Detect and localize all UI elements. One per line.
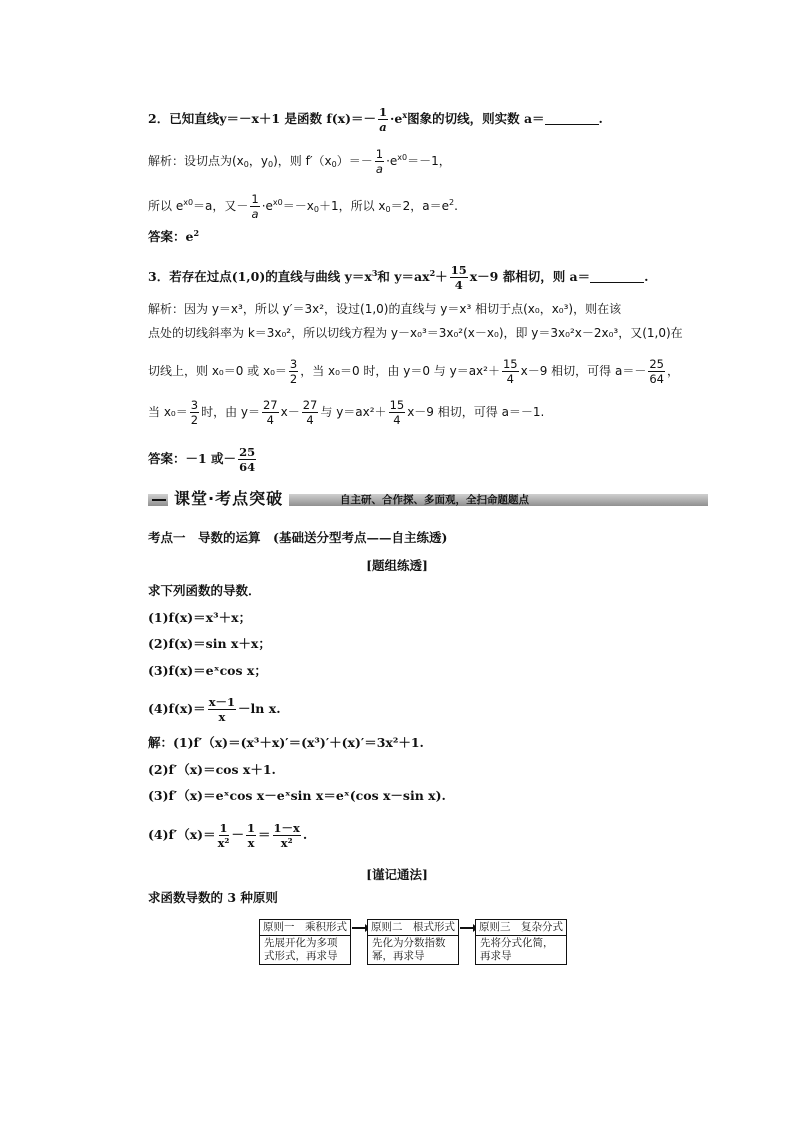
frac-num: x－1: [208, 695, 236, 709]
fraction: [273, 822, 301, 849]
frac-den: 4: [393, 413, 401, 427]
q2-text-d: 图象的切线，则实数 a＝: [407, 111, 545, 126]
frac-num: 3: [190, 398, 199, 412]
text: 切线上，则 x₀＝0 或 x₀＝: [148, 364, 287, 378]
text: )，则 f′（x: [273, 154, 332, 168]
fraction: [375, 148, 384, 175]
sup: x0: [183, 198, 194, 207]
text: －: [231, 827, 244, 842]
frac-num: 1: [251, 192, 259, 206]
frac-num: 1－x: [273, 821, 300, 835]
principle-body: 先展开化为多项式形式，再求导: [264, 937, 338, 962]
frac-num: 25: [649, 357, 664, 371]
text: x－: [280, 405, 300, 419]
principle-head: 原则一 乘积形式: [260, 920, 350, 936]
text: ＝－x: [282, 199, 314, 213]
sup: 2: [429, 268, 436, 278]
text: .: [454, 199, 458, 213]
text: (4)f(x)＝: [148, 701, 206, 716]
text: 与 y＝ax²＋: [320, 405, 387, 419]
text: ＝: [258, 827, 271, 842]
item-3: (3)f(x)＝eˣcos x；: [148, 663, 267, 678]
solution-3: (3)f′（x)＝eˣcos x－eˣsin x＝eˣ(cos x－sin x).: [148, 788, 446, 803]
principle-head: 原则二 根式形式: [368, 920, 458, 936]
fraction: [450, 264, 468, 291]
fraction: [648, 358, 665, 385]
banner-title: 课堂·考点突破: [168, 489, 289, 509]
text: ·e: [386, 154, 398, 168]
q3-answer: [148, 446, 258, 473]
frac-num: 15: [389, 398, 405, 412]
frac-num: 1: [378, 105, 387, 119]
frac-num: 3: [289, 357, 298, 371]
fraction: [262, 399, 279, 426]
sub: 0: [268, 160, 274, 169]
frac-den: 2: [190, 413, 199, 427]
answer-blank: [545, 112, 599, 125]
frac-num: 27: [262, 398, 278, 412]
frac-num: 1: [375, 147, 384, 161]
text: 3．若存在过点(1,0)的直线与曲线 y＝x: [148, 269, 372, 284]
text: ，: [666, 364, 679, 378]
q3-solution-line-2: 点处的切线斜率为 k＝3x₀²，所以切线方程为 y－x₀³＝3x₀²(x－x₀)，即 y＝3x₀²x－2x₀³，又(1,0)在: [148, 326, 683, 340]
frac-den: a: [379, 120, 387, 134]
text: 当 x₀＝: [148, 405, 188, 419]
fraction: [190, 399, 199, 426]
frac-den: 4: [454, 278, 463, 292]
sup: 3: [371, 268, 378, 278]
frac-num: 1: [219, 821, 228, 835]
sub: 0: [331, 160, 337, 169]
frac-num: 15: [502, 357, 518, 371]
q2-end: .: [598, 111, 603, 126]
frac-den: 2: [289, 372, 298, 386]
topic-subtitle: (基础送分型考点——自主练透): [273, 530, 448, 545]
text: ，当 x₀＝0 时，由 y＝0 与 y＝ax²＋: [300, 364, 500, 378]
principle-body: 先化为分数指数幂，再求导: [372, 937, 446, 962]
text: ＋1，所以 x: [318, 199, 386, 213]
item-1: (1)f(x)＝x³＋x；: [148, 610, 252, 625]
fraction: [238, 446, 256, 473]
text: 和 y＝ax: [377, 269, 430, 284]
principles-flow: [259, 919, 565, 965]
text: ＝－1，: [407, 154, 451, 168]
text: (4)f′（x)＝: [148, 827, 216, 842]
solution-1: 解：(1)f′（x)＝(x³＋x)′＝(x³)′＋(x)′＝3x²＋1.: [148, 735, 424, 750]
text: x－9 都相切，则 a＝: [469, 269, 591, 284]
fraction: [208, 696, 236, 723]
text: ＝2，a＝e: [390, 199, 449, 213]
frac-den: 64: [239, 460, 256, 474]
principle-box-2: [367, 919, 459, 965]
q2-sup: x: [402, 110, 408, 120]
principle-box-3: [475, 919, 567, 965]
banner-subtitle: 自主研、合作探、多面观，全扫命题题点: [340, 494, 529, 506]
frac-den: a: [375, 162, 383, 176]
frac-den: 4: [306, 413, 314, 427]
fraction: [502, 358, 519, 385]
text: .: [644, 269, 649, 284]
q2-solution-line-2: [148, 193, 458, 220]
text: －ln x.: [238, 701, 281, 716]
question-3: [148, 264, 649, 291]
sup: x0: [272, 198, 283, 207]
frac-den: x²: [217, 836, 230, 850]
frac-den: a: [251, 207, 259, 221]
q2-text-a: 2．已知直线: [148, 111, 220, 126]
frac-num: 25: [239, 445, 256, 459]
frac-num: 27: [302, 398, 318, 412]
q2-solution-line-1: [148, 148, 451, 175]
principle-body: 先将分式化简，再求导: [480, 937, 554, 962]
frac-num: 15: [450, 263, 467, 277]
sup: 2: [448, 198, 455, 207]
frac-den: 4: [506, 372, 514, 386]
sup: x0: [397, 153, 408, 162]
frac-den: 64: [649, 372, 664, 386]
banner-decoration: [152, 499, 166, 501]
q2-text-b: y＝－x＋1 是函数 f(x)＝－: [219, 111, 376, 126]
frac-den: x²: [280, 836, 293, 850]
text: 时，由 y＝: [201, 405, 260, 419]
fraction: [302, 399, 319, 426]
sup: 2: [193, 228, 200, 238]
q2-text-c: ·e: [390, 111, 403, 126]
fraction: [378, 106, 388, 133]
text: ＋: [435, 269, 448, 284]
text: 答案：e: [148, 229, 194, 244]
task-text: 求下列函数的导数．: [148, 583, 261, 598]
question-2: [148, 106, 603, 133]
section-banner: [148, 489, 708, 509]
fraction: [218, 822, 230, 849]
arrow-right-icon: [352, 927, 366, 929]
item-4: [148, 696, 281, 723]
principle-box-1: [259, 919, 351, 965]
arrow-right-icon: [460, 927, 474, 929]
topic-heading: [148, 530, 447, 546]
solution-4: [148, 822, 307, 849]
principles-title: 求函数导数的 3 种原则: [148, 890, 278, 905]
text: .: [302, 827, 308, 842]
text: ＝a，又－: [193, 199, 249, 213]
tag-practice: [题组练透]: [366, 558, 428, 573]
text: ）＝－: [336, 154, 373, 168]
q2-answer: [148, 229, 199, 245]
answer-blank: [590, 270, 644, 283]
frac-den: 4: [266, 413, 274, 427]
frac-num: 1: [247, 821, 256, 835]
item-2: (2)f(x)＝sin x＋x；: [148, 636, 271, 651]
text: 解析：设切点为(x: [148, 154, 244, 168]
tag-method: [谨记通法]: [366, 867, 428, 882]
fraction: [246, 822, 256, 849]
q3-solution-line-4: [148, 399, 544, 426]
fraction: [389, 399, 406, 426]
text: x－9 相切，可得 a＝－: [520, 364, 647, 378]
fraction: [250, 193, 259, 220]
solution-2: (2)f′（x)＝cos x＋1.: [148, 762, 276, 777]
frac-den: x: [218, 710, 226, 724]
sub: 0: [243, 160, 249, 169]
text: 答案：－1 或－: [148, 451, 237, 466]
frac-den: x: [247, 836, 255, 850]
q3-solution-line-3: [148, 358, 679, 385]
sub: 0: [313, 205, 319, 214]
text: 所以 e: [148, 199, 184, 213]
text: ·e: [261, 199, 273, 213]
text: x－9 相切，可得 a＝－1.: [407, 405, 545, 419]
principle-head: 原则三 复杂分式: [476, 920, 566, 936]
topic-title: 考点一 导数的运算: [148, 530, 261, 545]
text: ，y: [248, 154, 268, 168]
q3-solution-line-1: 解析：因为 y＝x³，所以 y′＝3x²，设过(1,0)的直线与 y＝x³ 相切于点(x₀，x₀³)，则在该: [148, 302, 622, 316]
sub: 0: [385, 205, 391, 214]
fraction: [289, 358, 298, 385]
